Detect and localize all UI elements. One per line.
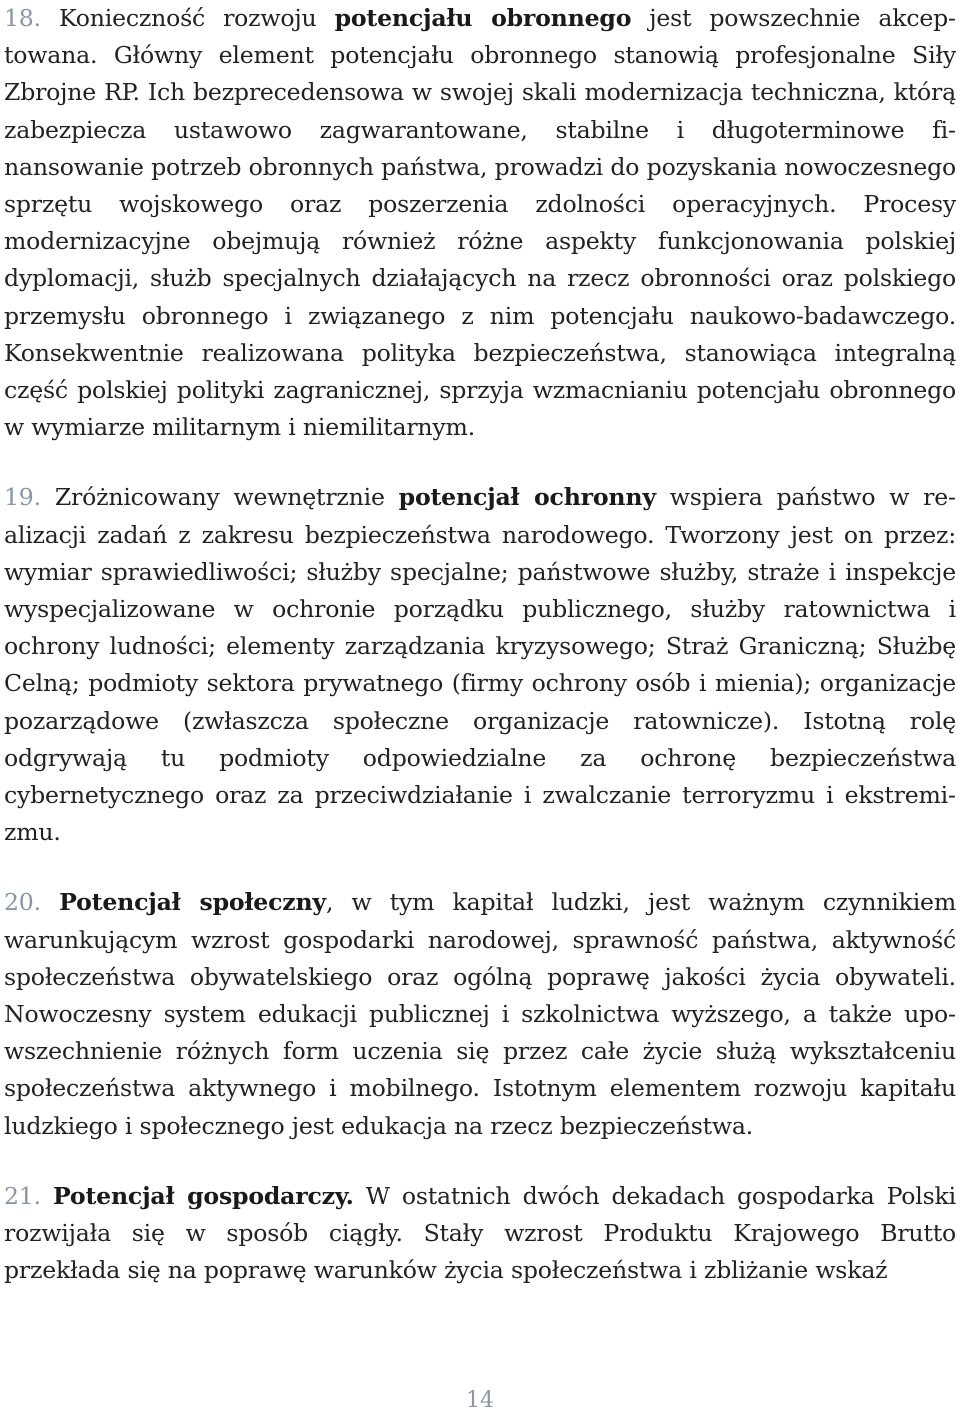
bold-term: potencjał ochronny [398,483,656,512]
paragraph-text: jest powszechnie akceptowana. Główny element potencjału obronnego stanowią profesjonalne Siły Zbrojne RP. Ich bezprecedensowa w swojej skali modernizacja techniczna, którą zabezpiecza ustawowo zagwarantowane, stabilne i długoterminowe finansowanie potrzeb obronnych państwa, prowadzi do pozyskania nowoczesnego sprzętu wojskowego oraz poszerzenia zdolności operacyjnych. Procesy modernizacyjne obejmują również różne aspekty funkcjonowania polskiej dyplomacji, służb specjalnych działających na rzecz obronności oraz polskiego przemysłu obronnego i związanego z nim potencjału naukowo-badawczego. Konsekwentnie realizowana polityka bezpieczeństwa, stanowiąca integralną część polskiej polityki zagranicznej, sprzyja wzmacnianiu potencjału obronnego w wymiarze militarnym i niemilitarnym. [4,4,956,442]
paragraph-text: Zróżnicowany wewnętrznie [40,483,399,512]
paragraph-21 [4,1178,956,1290]
paragraph-text: wspiera państwo w realizacji zadań z zakresu bezpieczeństwa narodowego. Tworzony jest on przez: wymiar sprawiedliwości; służby specjalne; państwowe służby, straże i inspekcje wyspecjalizowane w ochronie porządku publicznego, służby ratownictwa i ochrony ludności; elementy zarządzania kryzysowego; Straż Graniczną; Służbę Celną; podmioty sektora prywatnego (firmy ochrony osób i mienia); organizacje pozarządowe (zwłaszcza społeczne organizacje ratownicze). Istotną rolę odgrywają tu podmioty odpowiedzialne za ochronę bezpieczeństwa cybernetycznego oraz za przeciwdziałanie i zwalczanie terroryzmu i ekstremizmu. [4,483,956,847]
bold-term: potencjału obronnego [334,4,632,32]
paragraph-18 [4,0,956,446]
paragraph-text: Konieczność rozwoju [40,4,335,32]
paragraph-text: W ostatnich dwóch dekadach gospodarka Polski rozwijała się w sposób ciągły. Stały wzrost Produktu Krajowego Brutto przekłada się na poprawę warunków życia społeczeństwa i zbliżanie wskaź [4,1181,956,1285]
paragraph-19 [4,479,956,851]
paragraph-number: 18. [4,4,41,32]
bold-term: Potencjał społeczny [59,888,326,917]
paragraph-text [41,888,59,916]
paragraph-text: , w tym kapitał ludzki, jest ważnym czynnikiem warunkującym wzrost gospodarki narodowej, sprawność państwa, aktywność społeczeństwa obywatelskiego oraz ogólną poprawę jakości życia obywateli. Nowoczesny system edukacji publicznej i szkolnictwa wyższego, a także upowszechnienie różnych form uczenia się przez całe życie służą wykształceniu społeczeństwa aktywnego i mobilnego. Istotnym elementem rozwoju kapitału ludzkiego i społecznego jest edukacja na rzecz bezpieczeństwa. [4,888,956,1140]
paragraph-number: 20. [4,888,41,917]
document-page [4,0,956,1290]
paragraph-number: 19. [4,483,41,512]
paragraph-20 [4,884,956,1144]
paragraph-text [41,1182,53,1210]
page-number: 14 [466,1388,494,1413]
paragraph-number: 21. [4,1181,41,1210]
bold-term: Potencjał gospodarczy. [53,1181,354,1210]
